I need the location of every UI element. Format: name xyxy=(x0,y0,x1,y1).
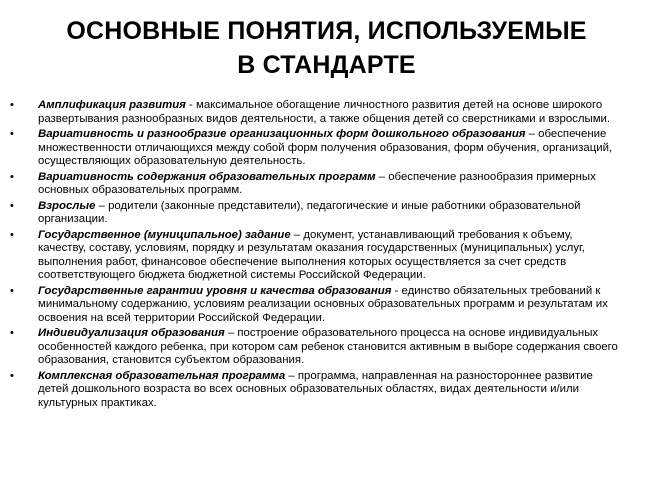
definition-individualization xyxy=(8,327,620,368)
slide-title-line-1: ОСНОВНЫЕ ПОНЯТИЯ, ИСПОЛЬЗУЕМЫЕ xyxy=(66,17,587,45)
definitions-list xyxy=(8,99,620,412)
definition-adults xyxy=(8,200,620,227)
definition-text: – родители (законные представители), педагогические и иные работники образовательной организации. xyxy=(38,199,581,225)
slide-title xyxy=(0,14,653,82)
definition-state-guarantees xyxy=(8,285,620,326)
bullet-icon: • xyxy=(10,369,14,382)
bullet-icon: • xyxy=(10,170,14,183)
definition-term: Вариативность и разнообразие организационных форм дошкольного образования xyxy=(38,128,526,140)
definition-text: - единство обязательных требований к минимальному содержанию, условиям реализации основных образовательных программ и результатам их освоения на всей территории Российской Федерации. xyxy=(38,284,608,324)
definition-state-task xyxy=(8,229,620,283)
bullet-icon: • xyxy=(10,199,14,212)
definition-variability-forms xyxy=(8,128,620,169)
definition-variability-content xyxy=(8,171,620,198)
bullet-icon: • xyxy=(10,99,14,111)
definition-text: - максимальное обогащение личностного развития детей на основе широкого развертывания разнообразных видов деятельности, а также общения детей со сверстниками и взрослыми. xyxy=(38,99,611,125)
definition-term: Взрослые xyxy=(38,199,96,212)
definition-text: – обеспечение множественности отличающихся между собой форм получения образования, форм обучения, организаций, осуществляющих образовательную деятельность. xyxy=(38,128,613,167)
bullet-icon: • xyxy=(10,228,14,241)
definition-text: – программа, направленная на разностороннее развитие детей дошкольного возраста во всех основных образовательных областях, видах деятельности и/или культурных практиках. xyxy=(38,369,593,409)
definition-term: Комплексная образовательная программа xyxy=(38,369,286,382)
definition-term: Вариативность содержания образовательных программ xyxy=(38,170,376,183)
definition-term: Индивидуализация образования xyxy=(38,327,225,339)
definition-term: Государственные гарантии уровня и качества образования xyxy=(38,284,392,297)
definition-text: – обеспечение разнообразия примерных основных образовательных программ. xyxy=(38,170,596,196)
definition-complex-program xyxy=(8,370,620,411)
definition-text: – документ, устанавливающий требования к объему, качеству, составу, условиям, порядку и результатам оказания государственных (муниципальных) услуг, выполнения работ, финансовое обеспечение выполнения которых осуществляется за счет средств соответствующего бюджета бюджетной системы Российской Федерации. xyxy=(38,228,585,281)
definition-term: Амплификация развития xyxy=(38,99,186,111)
bullet-icon: • xyxy=(10,128,14,140)
bullet-icon: • xyxy=(10,284,14,297)
definition-amplification xyxy=(8,99,620,126)
bullet-icon: • xyxy=(10,327,14,339)
slide-title-line-2: В СТАНДАРТЕ xyxy=(237,51,416,79)
definition-text: – построение образовательного процесса на основе индивидуальных особенностей каждого ребенка, при котором сам ребенок становится активным в выборе содержания своего образования, становится субъектом образования. xyxy=(38,327,618,366)
definition-term: Государственное (муниципальное) задание xyxy=(38,228,291,241)
